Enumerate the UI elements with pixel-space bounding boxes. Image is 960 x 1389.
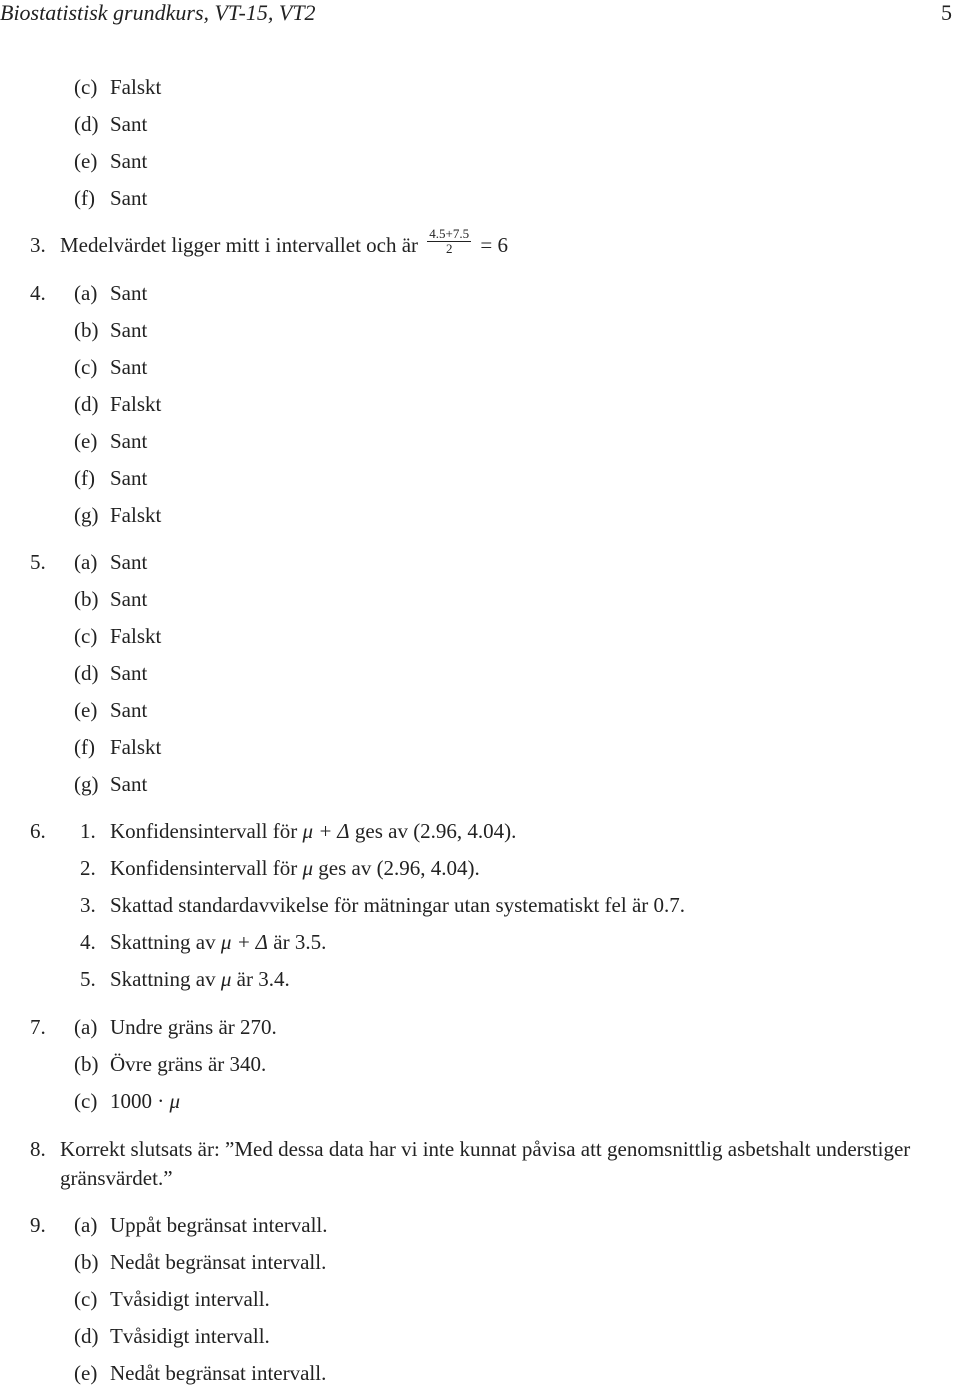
item-label: 5. [80,967,96,991]
item-label: (f) [74,466,95,490]
item-answer: Falskt [110,624,162,648]
page-number: 5 [941,0,952,25]
item-label: (c) [74,1287,98,1311]
item-text: Skattning av [110,930,216,954]
item-text: Skattad standardavvikelse för mätningar utan systematiskt fel är 0.7. [110,893,686,917]
item-answer: Uppåt begränsat intervall. [110,1213,328,1237]
item-label: (e) [74,429,98,453]
item-label: (b) [74,1052,99,1076]
item-answer: 1000 · [110,1089,165,1113]
question-number: 6. [30,819,46,843]
item-answer: Falskt [110,735,162,759]
question-8-text: Korrekt slutsats är: ”Med dessa data har vi inte kunnat påvisa att genomsnittlig asbetshalt understiger gränsvärdet.” [60,1137,911,1190]
item-label: (f) [74,186,95,210]
item-answer: Falskt [110,75,162,99]
item-answer: Nedåt begränsat intervall. [110,1361,327,1385]
math-expression: μ [169,1089,181,1113]
item-label: 4. [80,930,96,954]
item-answer: Sant [110,772,148,796]
item-answer: Sant [110,429,148,453]
item-label: (a) [74,550,98,574]
fraction-numerator: 4.5+7.5 [429,225,470,241]
question-text [60,225,508,262]
item-answer: Sant [110,587,148,611]
item-answer: Sant [110,698,148,722]
item-label: (c) [74,624,98,648]
math-expression: μ + Δ [220,930,268,954]
item-answer: Falskt [110,392,162,416]
item-answer: Undre gräns är 270. [110,1015,277,1039]
question-number: 8. [30,1137,46,1161]
running-header-title: Biostatistisk grundkurs, VT-15, VT2 [0,0,316,25]
item-label: (a) [74,281,98,305]
item-answer: Tvåsidigt intervall. [110,1324,270,1348]
item-label: (b) [74,318,99,342]
math-expression: μ [220,967,232,991]
item-text: Konfidensintervall för [110,819,298,843]
item-label: (d) [74,112,99,136]
item-answer: Sant [110,466,148,490]
item-label: (c) [74,355,98,379]
item-label: (c) [74,75,98,99]
item-label: (d) [74,661,99,685]
item-text: Skattning av [110,967,216,991]
question-number: 4. [30,281,46,305]
fraction-result: = 6 [480,233,508,257]
item-answer: Tvåsidigt intervall. [110,1287,270,1311]
item-label: (b) [74,1250,99,1274]
question-number: 3. [30,233,46,257]
item-answer: Sant [110,550,148,574]
fraction-denominator: 2 [445,240,453,256]
item-answer: Sant [110,355,148,379]
question-8 [0,1136,960,1196]
item-label: (a) [74,1015,98,1039]
item-answer: Sant [110,318,148,342]
item-answer: Sant [110,661,148,685]
item-label: (b) [74,587,99,611]
item-text-end: ges av (2.96, 4.04). [354,819,517,843]
item-label: (e) [74,698,98,722]
question-3-text: Medelvärdet ligger mitt i intervallet och är [60,233,419,257]
item-label: (e) [74,149,98,173]
item-label: (d) [74,1324,99,1348]
item-label: (d) [74,392,99,416]
item-label: (c) [74,1089,98,1113]
item-text: Konfidensintervall för [110,856,298,880]
question-number: 7. [30,1015,46,1039]
item-text-end: är 3.4. [236,967,290,991]
item-answer: Nedåt begränsat intervall. [110,1250,327,1274]
item-text-end: ges av (2.96, 4.04). [318,856,480,880]
item-label: 2. [80,856,96,880]
item-label: (g) [74,772,99,796]
item-answer: Övre gräns är 340. [110,1052,267,1076]
item-answer: Sant [110,281,148,305]
question-number: 5. [30,550,46,574]
item-label: (e) [74,1361,98,1385]
item-answer: Falskt [110,503,162,527]
fraction [427,227,471,256]
item-answer: Sant [110,149,148,173]
item-answer: Sant [110,186,148,210]
math-expression: μ + Δ [302,819,350,843]
item-answer: Sant [110,112,148,136]
item-label: (f) [74,735,95,759]
item-label: (g) [74,503,99,527]
item-label: 3. [80,893,96,917]
item-label: (a) [74,1213,98,1237]
question-number: 9. [30,1213,46,1237]
item-label: 1. [80,819,96,843]
item-text-end: är 3.5. [273,930,327,954]
math-expression: μ [302,856,313,880]
